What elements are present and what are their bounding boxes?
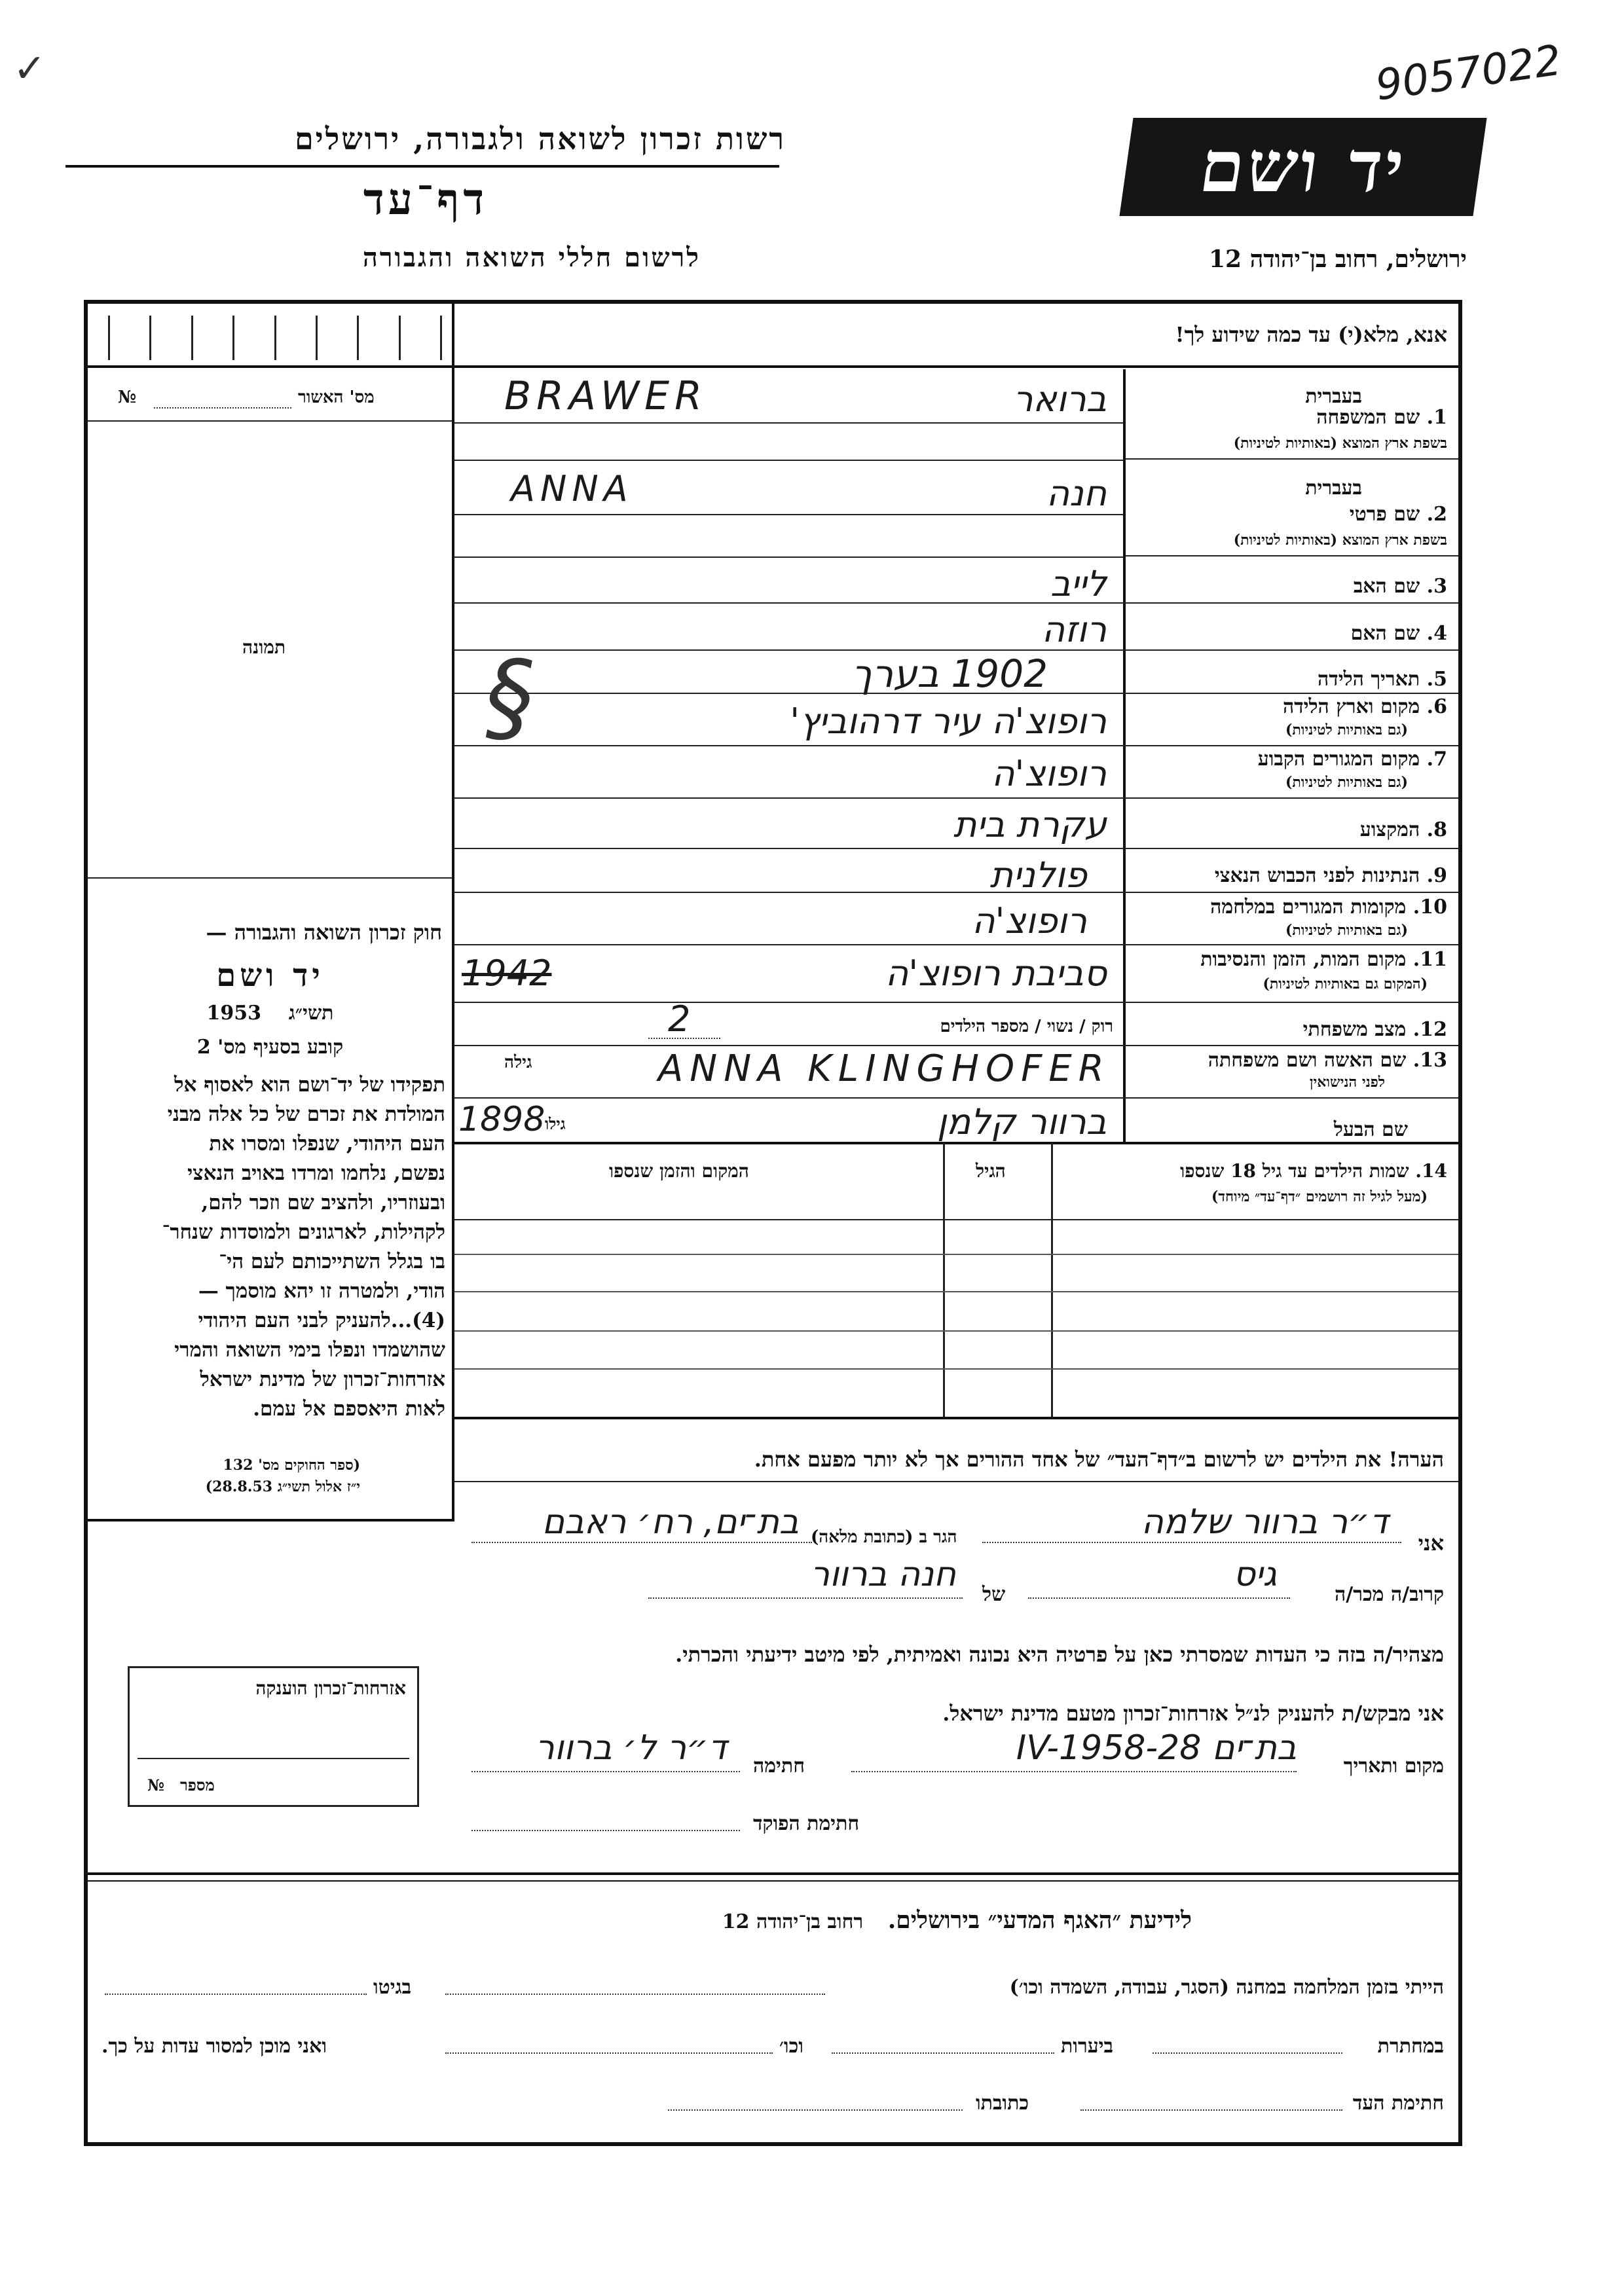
surname-hebrew-value[interactable]: ברואר	[1013, 378, 1107, 420]
law-text	[95, 1070, 445, 1424]
field-6-num: 6.	[1426, 695, 1447, 718]
field-husband-label: שם הבעל	[1333, 1118, 1408, 1141]
label-column-divider	[1123, 369, 1126, 1142]
id-number-boxes[interactable]	[108, 316, 442, 360]
field-10-text: מקומות המגורים במלחמה	[1210, 896, 1407, 919]
declarant-residing-label: הגר ב (כתובת מלאה)	[811, 1527, 957, 1547]
field-10-num: 10.	[1412, 896, 1447, 919]
children-col-names-sub: (מעל לגיל זה רושמים ״דף־עד״ מיוחד)	[1211, 1188, 1428, 1205]
children-count-line	[648, 1038, 720, 1039]
row-sep	[1126, 458, 1458, 460]
surname-latin-value[interactable]: BRAWER	[504, 373, 707, 419]
signature-value[interactable]: ד״ר ל׳ ברוור	[535, 1728, 727, 1768]
ghetto-line[interactable]	[105, 1994, 367, 1995]
field-5-num: 5.	[1426, 668, 1447, 691]
of-name-value[interactable]: חנה ברוור	[810, 1555, 956, 1594]
birthplace-value[interactable]: רופוצ'ה עיר דרהוביץ'	[790, 701, 1107, 742]
approval-number-label: מס' האשור	[298, 388, 375, 407]
official-signature-line[interactable]	[471, 1830, 740, 1831]
law-clause: קובע בסעיף מס' 2	[196, 1036, 344, 1059]
children-col-place: המקום והזמן שנספו	[609, 1160, 749, 1182]
form-title: דף־עד	[363, 173, 489, 225]
profession-value[interactable]: עקרת בית	[953, 804, 1107, 845]
field-9-text: הנתינות לפני הכבוש הנאצי	[1214, 864, 1420, 887]
law-text-line: אזרחות־זכרון של מדינת ישראל	[200, 1368, 445, 1391]
law-text-line: המולדת את זכרם של כל אלה מבני	[167, 1102, 445, 1126]
ghetto-label: בגיטו	[373, 1976, 412, 1999]
field-7-text: מקום המגורים הקבוע	[1257, 748, 1420, 771]
field-5-label	[1318, 668, 1447, 691]
citizenship-box-title: אזרחות־זכרון הוענקה	[255, 1677, 406, 1699]
field-13-num: 13.	[1412, 1049, 1447, 1072]
field-2-hebrew-tag: בעברית	[1305, 477, 1362, 500]
death-year-value[interactable]: 1942	[462, 953, 552, 994]
firstname-hebrew-value[interactable]: חנה	[1046, 473, 1107, 514]
field-2-label	[1350, 503, 1447, 526]
field-6-sub: (גם באותיות לטיניות)	[1285, 721, 1408, 738]
row-sep	[454, 745, 1458, 746]
law-text-line: נפשם, נלחמו ומרדו באויב הנאצי	[187, 1161, 445, 1185]
place-date-value[interactable]: בת־ים 28-IV-1958	[1016, 1728, 1297, 1768]
law-text-line: בו בגלל השתייכותם לעם הי־	[219, 1250, 445, 1273]
law-year	[98, 1002, 442, 1025]
row-sep	[454, 944, 1458, 945]
field-13-text: שם האשה ושם משפחתה	[1208, 1049, 1407, 1072]
witness-signature-line[interactable]	[1080, 2109, 1342, 2111]
of-label: של	[982, 1583, 1006, 1606]
approval-rule	[88, 420, 452, 422]
field-10-label	[1210, 896, 1447, 919]
citizenship-number-label: מספר	[180, 1776, 215, 1795]
law-year-number: 1953	[206, 1002, 261, 1025]
wife-name-value[interactable]: ANNA KLINGHOFER	[658, 1048, 1111, 1090]
row-sep	[454, 797, 1458, 799]
field-8-label	[1360, 818, 1447, 841]
children-bottom-rule	[454, 1417, 1458, 1419]
ready-text: ואני מוכן למסור עדות על כך.	[101, 2035, 327, 2058]
wife-age-label: גילה	[504, 1053, 532, 1072]
field-12-num: 12.	[1412, 1018, 1447, 1041]
field-6-label	[1283, 695, 1447, 718]
field-6-text: מקום וארץ הלידה	[1282, 695, 1420, 718]
field-7-sub: (גם באותיות לטיניות)	[1285, 774, 1408, 791]
children-num: 14.	[1415, 1160, 1447, 1182]
row-sep	[454, 514, 1123, 515]
wartime-residence-value[interactable]: רופוצ'ה	[972, 900, 1087, 941]
children-col-names	[1180, 1160, 1447, 1182]
witness-address-line[interactable]	[668, 2109, 963, 2111]
row-sep	[454, 556, 1123, 558]
of-name-line	[648, 1597, 963, 1599]
children-row[interactable]	[454, 1330, 1458, 1332]
law-text-line: הודי, ולמטרה זו יהא מוסמך —	[198, 1279, 445, 1303]
row-sep	[454, 460, 1123, 461]
signature-line	[471, 1771, 740, 1772]
field-9-num: 9.	[1426, 864, 1447, 887]
field-3-text: שם האב	[1353, 575, 1420, 598]
official-signature-label: חתימת הפוקד	[753, 1812, 860, 1835]
field-10-sub: (גם באותיות לטיניות)	[1285, 922, 1408, 939]
note-text: הערה! את הילדים יש לרשום ב״דף־העד״ של אחד ההורים אך לא יותר מפעם אחת.	[754, 1447, 1444, 1472]
declarant-i-label: אני	[1418, 1531, 1444, 1556]
law-reference-2: י״ז אלול תשי״ג 28.8.53)	[205, 1478, 360, 1495]
signature-label: חתימה	[753, 1755, 805, 1777]
field-11-sub: (המקום גם באותיות לטיניות)	[1263, 975, 1428, 993]
witness-address-label: כתובתו	[976, 2092, 1029, 2115]
field-11-text: מקום המות, הזמן והנסיבות	[1200, 948, 1407, 971]
law-text-line: לאות היאספם אל עמם.	[253, 1397, 445, 1421]
field-8-text: המקצוע	[1359, 818, 1420, 841]
field-1-hebrew-tag: בעברית	[1305, 385, 1362, 408]
photo-label: תמונה	[242, 636, 286, 658]
law-reference-1: (ספר החוקים מס' 132	[223, 1457, 360, 1474]
law-text-line: ובעוזריו, ולהציב שם וזכר להם,	[201, 1191, 445, 1214]
footer-title	[458, 1906, 1192, 1934]
field-1-text: שם המשפחה	[1316, 406, 1420, 429]
field-4-text: שם האם	[1350, 622, 1420, 645]
row-sep	[1126, 555, 1458, 556]
death-place-value[interactable]: סביבת רופוצ'ה	[885, 953, 1107, 994]
nationality-value[interactable]: פולנית	[989, 854, 1087, 896]
law-year-hebrew: תשי״ג	[288, 1002, 334, 1025]
underground-line[interactable]	[1153, 2052, 1342, 2054]
children-col-sep	[943, 1143, 945, 1418]
declare-text: מצהיר/ה בזה כי העדות שמסרתי כאן על פרטיה היא נכונה ואמיתית, לפי מיטב ידיעתי והכרתי.	[675, 1642, 1444, 1667]
declarant-address-line	[471, 1542, 812, 1543]
row-sep	[454, 1045, 1458, 1046]
children-count-value[interactable]: 2	[668, 998, 691, 1040]
camp-line[interactable]	[445, 1994, 825, 1995]
field-3-num: 3.	[1426, 575, 1447, 598]
note-rule	[454, 1481, 1458, 1482]
citizenship-number-symbol: №	[147, 1776, 165, 1795]
field-9-label	[1215, 864, 1447, 887]
relation-value[interactable]: גיס	[1233, 1555, 1277, 1594]
citizenship-line[interactable]	[138, 1758, 409, 1759]
request-text: אני מבקש/ת להעניק לנ״ל אזרחות־זכרון מטעם מדינת ישראל.	[942, 1701, 1444, 1726]
children-row[interactable]	[454, 1254, 1458, 1255]
etc-line[interactable]	[445, 2052, 773, 2054]
field-13-sub: לפני הנישואין	[1309, 1074, 1385, 1091]
row-sep	[454, 1097, 1458, 1099]
form-subtitle: לרשום חללי השואה והגבורה	[362, 242, 701, 273]
row-sep	[454, 848, 1458, 849]
law-org: יד ושם	[216, 957, 324, 994]
footer-rule-2	[88, 1880, 1458, 1882]
field-1-label	[1316, 406, 1447, 429]
field-8-num: 8.	[1426, 818, 1447, 841]
mother-name-value[interactable]: רוזה	[1041, 609, 1107, 650]
husband-age-label: גילו	[545, 1114, 566, 1133]
intro-instruction: אנא, מלא(י) עד כמה שידוע לך!	[1175, 322, 1447, 347]
declarant-name-value[interactable]: ד״ר ברוור שלמה	[1141, 1503, 1388, 1542]
left-panel-bottom-rule	[88, 1519, 454, 1522]
husband-name-value[interactable]: ברוור קלמן	[936, 1101, 1107, 1142]
law-title: חוק זכרון השואה והגבורה —	[206, 920, 442, 945]
field-7-num: 7.	[1426, 748, 1447, 771]
witness-signature-label: חתימת העד	[1352, 2092, 1444, 2115]
photo-bottom-rule	[88, 877, 452, 879]
field-4-label	[1351, 622, 1447, 645]
row-sep	[454, 422, 1123, 424]
top-row-rule	[88, 365, 1458, 368]
field-4-num: 4.	[1426, 622, 1447, 645]
field-2-sub: בשפת ארץ המוצא (באותיות לטיניות)	[1233, 532, 1447, 549]
law-text-line: לקהילות, לארגונים ולמוסדות שנחר־	[162, 1220, 445, 1244]
place-date-label: מקום ותאריך	[1343, 1755, 1444, 1777]
approval-number-symbol: №	[118, 388, 137, 407]
field-11-num: 11.	[1412, 948, 1447, 971]
footer-line1: הייתי בזמן המלחמה במחנה (הסגר, עבודה, השמדה וכו׳)	[1009, 1976, 1444, 1999]
archive-number: 9057022	[1373, 36, 1564, 111]
declarant-name-line	[982, 1542, 1401, 1543]
children-row[interactable]	[454, 1368, 1458, 1370]
field-12-label	[1303, 1018, 1447, 1041]
children-header-rule	[454, 1219, 1458, 1220]
forests-line[interactable]	[832, 2052, 1054, 2054]
place-date-line	[851, 1771, 1297, 1772]
firstname-latin-value[interactable]: ANNA	[511, 468, 633, 509]
field-13-label	[1208, 1049, 1447, 1072]
header-address: ירושלים, רחוב בן־יהודה 12	[1208, 246, 1467, 273]
law-text-line: תפקידו של יד־ושם הוא לאסוף אל	[174, 1073, 445, 1097]
husband-age-value[interactable]: 1898	[458, 1100, 545, 1139]
residence-value[interactable]: רופוצ'ה	[991, 753, 1107, 794]
marital-status-options: רוק / נשוי / מספר הילדים	[940, 1017, 1113, 1036]
field-2-num: 2.	[1426, 503, 1447, 526]
field-3-label	[1354, 575, 1447, 598]
underground-label: במחתרת	[1377, 2035, 1444, 2058]
relation-line	[1028, 1597, 1290, 1599]
row-sep	[454, 1002, 1458, 1003]
header-rule	[65, 165, 779, 168]
left-panel-divider	[452, 304, 454, 1522]
institution-name: רשות זכרון לשואה ולגבורה, ירושלים	[294, 121, 786, 156]
field-7-label	[1258, 748, 1447, 771]
declarant-address-value[interactable]: בת־ים, רח׳ ראבם	[542, 1503, 799, 1542]
footer-title-text: לידיעת ״האגף המדעי״ בירושלים.	[887, 1906, 1192, 1934]
footer-rule	[88, 1872, 1458, 1875]
forests-label: ביערות	[1061, 2035, 1114, 2058]
law-text-line: שהושמדו ונפלו בימי השואה והמרי	[174, 1338, 445, 1362]
field-12-text: מצב משפחתי	[1302, 1018, 1407, 1041]
field-2-text: שם פרטי	[1349, 503, 1420, 526]
yad-vashem-logo	[1119, 118, 1486, 216]
field-1-sub: בשפת ארץ המוצא (באותיות לטיניות)	[1233, 435, 1447, 452]
scribble-mark: §	[485, 640, 534, 754]
footer-address: רחוב בן־יהודה 12	[722, 1910, 864, 1933]
children-col-age: הגיל	[976, 1160, 1006, 1182]
law-text-line: העם היהודי, שנפלו ומסרו את	[209, 1132, 445, 1156]
field-11-label	[1200, 948, 1447, 971]
father-name-value[interactable]: לייב	[1050, 563, 1107, 604]
children-col-names-text: שמות הילדים עד גיל 18 שנספו	[1180, 1160, 1409, 1182]
children-row[interactable]	[454, 1291, 1458, 1292]
logo-text: יד ושם	[1194, 126, 1412, 208]
approval-number-line[interactable]	[154, 407, 291, 409]
field-1-num: 1.	[1426, 406, 1447, 429]
corner-checkmark: ✓	[13, 46, 46, 92]
etc-label: וכו׳	[779, 2035, 803, 2058]
field-5-text: תאריך הלידה	[1318, 668, 1420, 691]
birthdate-value[interactable]: 1902 בערך	[851, 651, 1048, 696]
children-col-sep	[1051, 1143, 1053, 1418]
relative-label: קרוב/ה מכר/ה	[1335, 1583, 1444, 1606]
law-text-line: (4)...להעניק לבני העם היהודי	[198, 1309, 445, 1332]
